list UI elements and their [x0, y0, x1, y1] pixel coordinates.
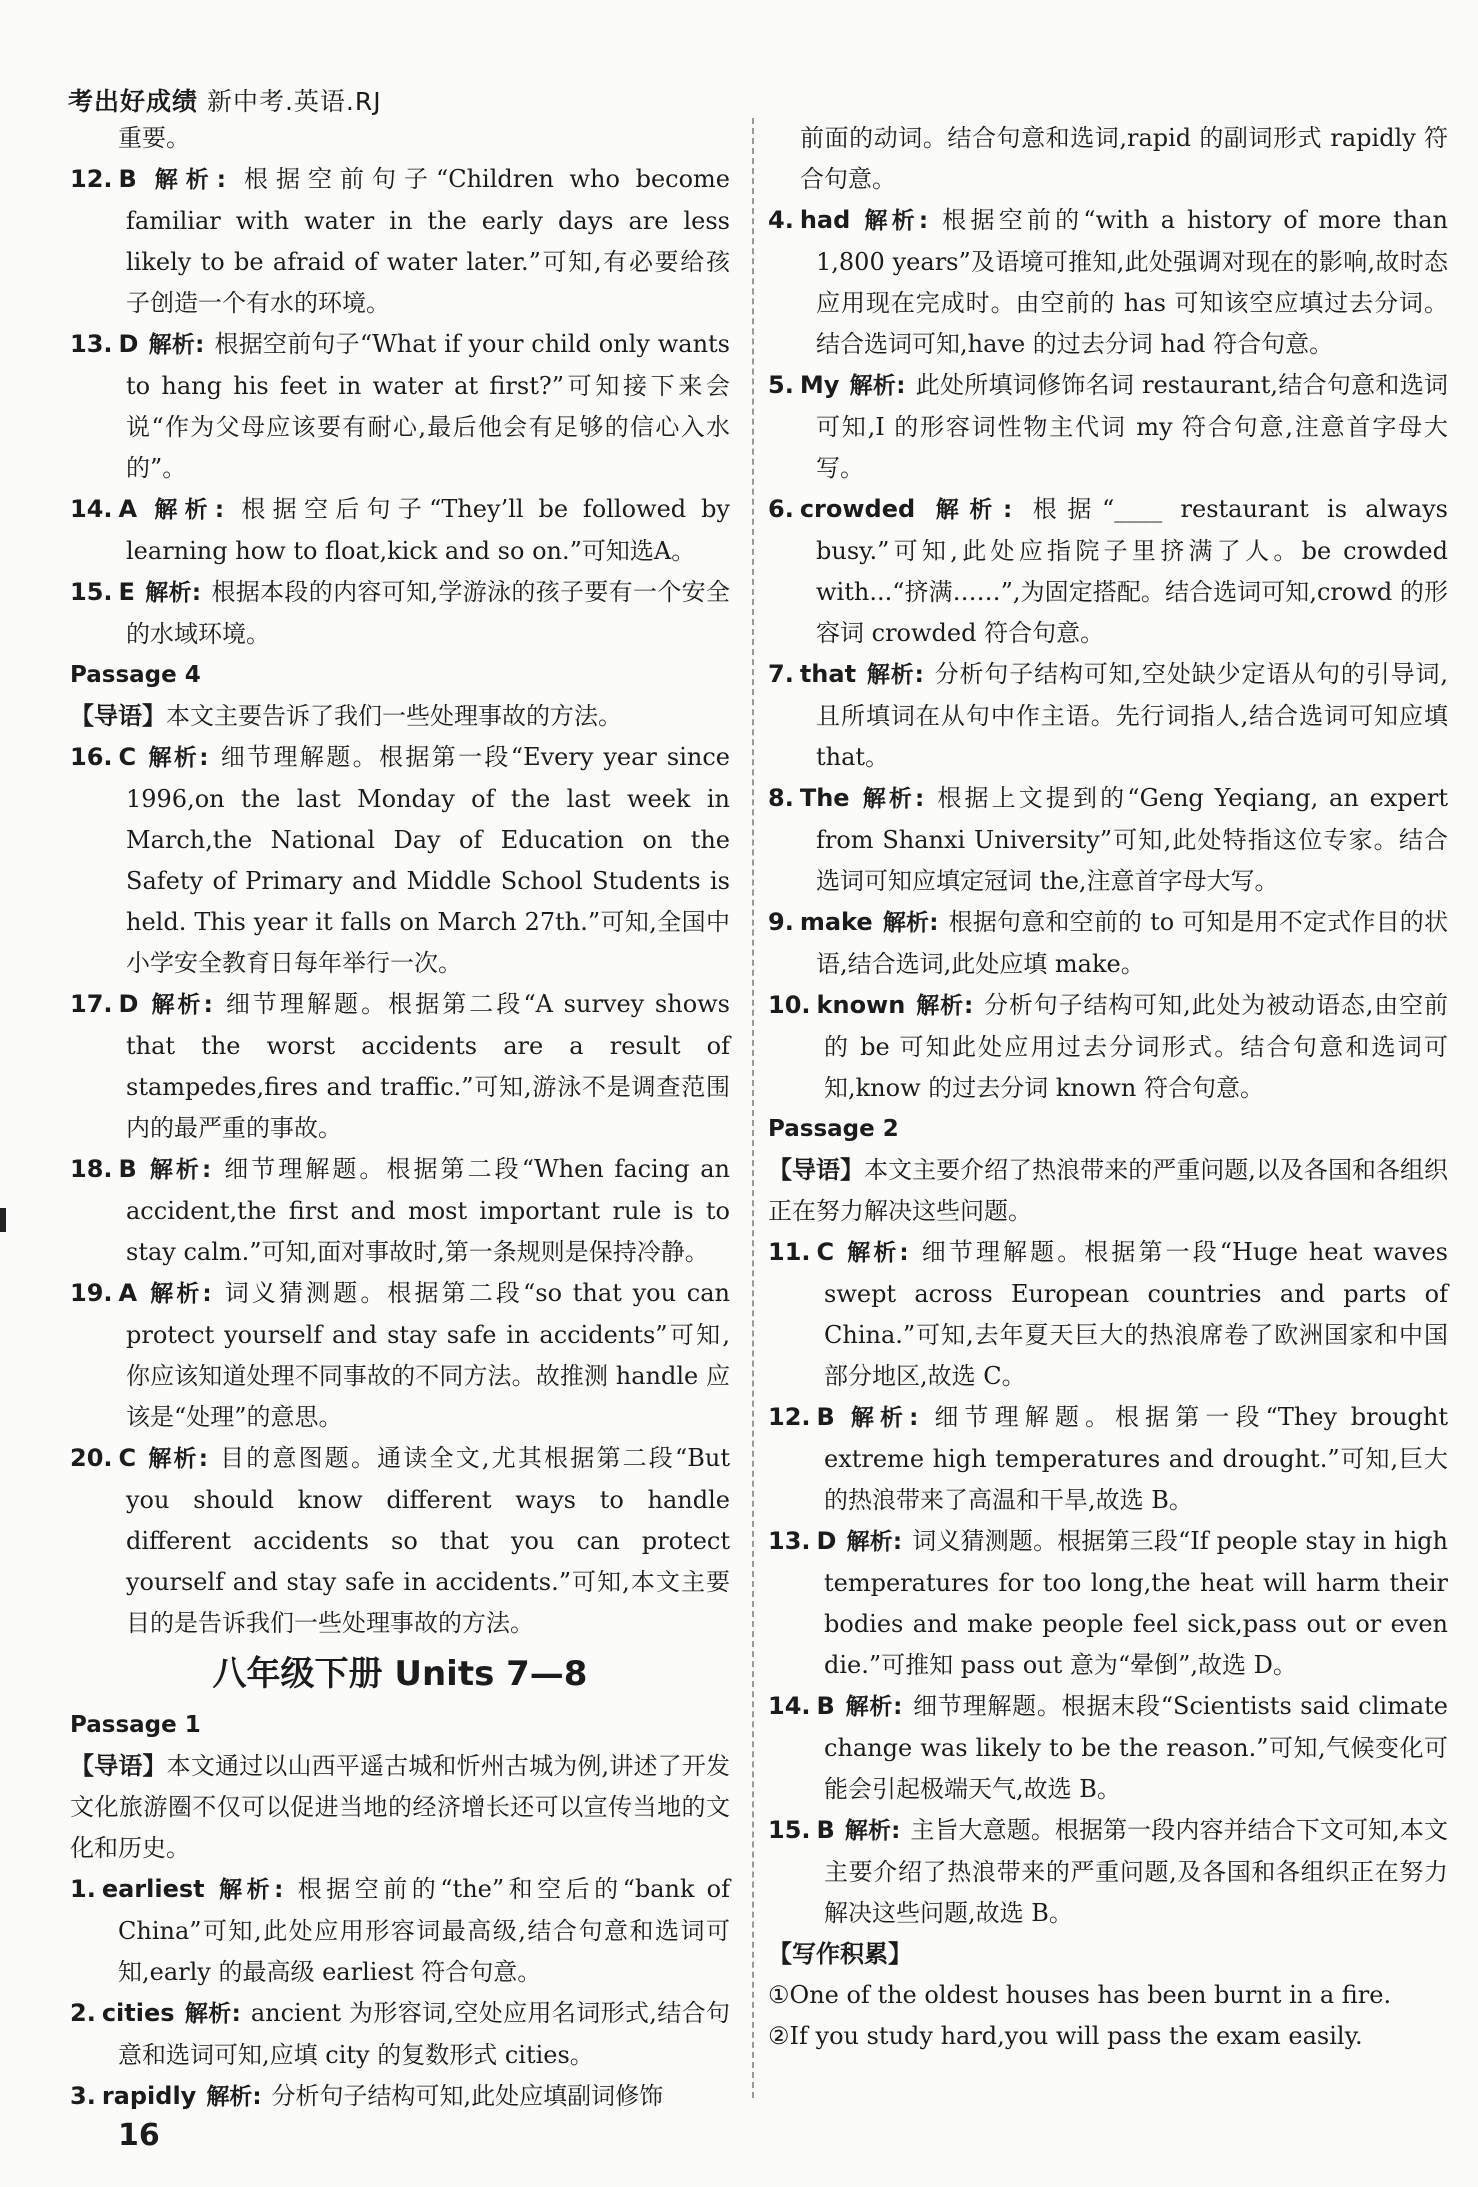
right-column	[768, 118, 1448, 2057]
guide-text: 本文通过以山西平遥古城和忻州古城为例,讲述了开发文化旅游圈不仅可以促进当地的经济增长还可以宣传当地的文化和历史。	[70, 1752, 730, 1862]
writing-label: 【写作积累】	[768, 1940, 912, 1968]
answer-item	[768, 489, 1448, 654]
answer-key: C	[816, 1238, 835, 1266]
answer-number: 11.	[768, 1238, 811, 1266]
answer-number: 10.	[768, 991, 811, 1019]
answers-p3	[70, 159, 730, 655]
analysis-text: ancient 为形容词,空处应用名词形式,结合句意和选词可知,应填 city 的复数形式 cities。	[118, 1999, 730, 2069]
answer-key: rapidly	[101, 2082, 197, 2110]
answer-number: 16.	[70, 743, 113, 771]
guide-text: 本文主要告诉了我们一些处理事故的方法。	[166, 702, 622, 730]
answer-number: 18.	[70, 1155, 113, 1183]
analysis-tag: 解析:	[915, 993, 974, 1019]
answer-number: 3.	[70, 2082, 96, 2110]
analysis-text: 根据句意和空前的 to 可知是用不定式作目的状语,结合选词,此处应填 make。	[816, 908, 1448, 978]
answer-item	[70, 984, 730, 1149]
answer-key: My	[799, 371, 840, 399]
page-header	[68, 82, 382, 118]
answer-number: 20.	[70, 1444, 113, 1472]
analysis-tag: 解析:	[148, 332, 205, 358]
analysis-tag: 解析:	[146, 167, 226, 193]
analysis-text: 根据空前的“the”和空后的“bank of China”可知,此处应用形容词最高级,结合句意和选词可知,early 的最高级 earliest 符合句意。	[118, 1875, 730, 1986]
answer-number: 7.	[768, 660, 794, 688]
answer-item	[768, 1521, 1448, 1686]
column-divider	[752, 118, 754, 2098]
analysis-text: 根据空前的“with a history of more than 1,800 years”及语境可推知,此处强调对现在的影响,故时态应用现在完成时。由空前的 has 可知该空应填过去分词。结合选词可知,have 的过去分词 had 符合句意。	[816, 206, 1449, 358]
analysis-text: 细节理解题。根据第一段“Every year since 1996,on the last Monday of the last week in March,the National Day of Education on the Safety of Primary and Middle School Students is held. This year it falls on March 27th.”可知,全国中小学安全教育日每年举行一次。	[126, 743, 730, 977]
answer-number: 12.	[768, 1403, 811, 1431]
section-title: 八年级下册 Units 7—8	[212, 1654, 588, 1694]
left-column	[70, 118, 730, 2118]
answer-number: 5.	[768, 371, 794, 399]
passage4-guide	[70, 696, 730, 737]
answer-item	[70, 1993, 730, 2076]
answer-item	[768, 902, 1448, 985]
analysis-tag: 解析:	[844, 1694, 903, 1720]
header-title: 考出好成绩	[68, 87, 199, 116]
answer-number: 6.	[768, 495, 794, 523]
analysis-tag: 解析:	[866, 662, 924, 688]
answer-number: 4.	[768, 206, 794, 234]
margin-mark	[0, 1208, 6, 1232]
answer-number: 9.	[768, 908, 794, 936]
answer-key: B	[816, 1816, 835, 1844]
analysis-text: 根据空前句子“Children who become familiar with water in the early days are less likely to be afraid of water later.”可知,有必要给孩子创造一个有水的环境。	[126, 165, 731, 317]
analysis-text: 根据上文提到的“Geng Yeqiang, an expert from Shanxi University”可知,此处特指这位专家。结合选词可知应填定冠词 the,注意首字母大写。	[816, 784, 1449, 895]
answer-item	[70, 159, 730, 324]
answer-number: 19.	[70, 1279, 113, 1307]
answer-key: earliest	[101, 1875, 205, 1903]
analysis-text: 细节理解题。根据第一段“They brought extreme high temperatures and drought.”可知,巨大的热浪带来了高温和干旱,故选 B。	[824, 1403, 1448, 1514]
analysis-tag: 解析:	[184, 2001, 241, 2027]
answer-number: 2.	[70, 1999, 96, 2027]
analysis-tag: 解析:	[144, 580, 202, 606]
analysis-text: 细节理解题。根据末段“Scientists said climate change was likely to be the reason.”可知,气候变化可能会引起极端天气,故选 B。	[824, 1692, 1448, 1803]
guide-label: 【导语】	[70, 1752, 167, 1780]
continued-text: 前面的动词。结合句意和选词,rapid 的副词形式 rapidly 符合句意。	[800, 124, 1448, 193]
answer-number: 15.	[768, 1816, 811, 1844]
answer-item	[768, 778, 1448, 902]
analysis-text: 分析句子结构可知,空处缺少定语从句的引导词,且所填词在从句中作主语。先行词指人,结合选词可知应填 that。	[816, 660, 1448, 771]
guide-label: 【导语】	[70, 702, 166, 730]
analysis-text: 细节理解题。根据第二段“When facing an accident,the first and most important rule is to stay calm.”可知,面对事故时,第一条规则是保持冷静。	[126, 1155, 730, 1266]
answer-item	[768, 365, 1448, 489]
analysis-text: 根据“____ restaurant is always busy.”可知,此处应指院子里挤满了人。be crowded with...“挤满……”,为固定搭配。结合选词可知,crowd 的形容词 crowded 符合句意。	[816, 495, 1448, 647]
answer-number: 13.	[768, 1527, 811, 1555]
answer-item	[70, 1438, 730, 1644]
answer-number: 17.	[70, 990, 113, 1018]
answer-number: 15.	[70, 578, 113, 606]
answer-item	[768, 1397, 1448, 1521]
analysis-tag: 解析:	[148, 992, 213, 1018]
answer-key: cities	[101, 1999, 175, 2027]
answer-key: C	[118, 743, 137, 771]
answer-key: A	[118, 1279, 138, 1307]
intro-text: 重要。	[118, 124, 190, 152]
analysis-tag: 解析:	[146, 1157, 212, 1183]
analysis-text: 根据空前句子“What if your child only wants to hang his feet in water at first?”可知接下来会说“作为父母应该要有耐心,最后他会有足够的信心入水的”。	[126, 330, 730, 482]
answer-key: D	[118, 990, 139, 1018]
analysis-tag: 解析:	[844, 1405, 919, 1431]
analysis-tag: 解析:	[214, 1877, 284, 1903]
analysis-tag: 解析:	[849, 373, 906, 399]
answer-number: 8.	[768, 784, 794, 812]
answer-number: 14.	[70, 495, 113, 523]
analysis-tag: 解析:	[859, 786, 925, 812]
answer-item	[70, 2076, 730, 2118]
analysis-tag: 解析:	[846, 1529, 903, 1555]
analysis-text: 词义猜测题。根据第二段“so that you can protect yourself and stay safe in accidents”可知,你应该知道处理不同事故的不同方法。故推测 handle 应该是“处理”的意思。	[126, 1279, 730, 1431]
answer-key: known	[816, 991, 906, 1019]
writing-list	[768, 1975, 1448, 2057]
answer-key: E	[118, 578, 135, 606]
analysis-text: 分析句子结构可知,此处应填副词修饰	[271, 2082, 664, 2110]
analysis-text: 根据本段的内容可知,学游泳的孩子要有一个安全的水域环境。	[126, 578, 730, 648]
analysis-text: 分析句子结构可知,此处为被动语态,由空前的 be 可知此处应用过去分词形式。结合句意和选词可知,know 的过去分词 known 符合句意。	[824, 991, 1448, 1102]
answer-key: A	[118, 495, 138, 523]
analysis-text: 主旨大意题。根据第一段内容并结合下文可知,本文主要介绍了热浪带来的严重问题,及各国和各组织正在努力解决这些问题,故选 B。	[824, 1816, 1448, 1927]
answers-p2	[768, 1232, 1448, 1934]
answer-key: C	[118, 1444, 137, 1472]
page-number: 16	[118, 2118, 160, 2153]
answer-item	[70, 572, 730, 655]
answer-item	[70, 324, 730, 489]
analysis-text: 细节理解题。根据第一段“Huge heat waves swept across European countries and parts of China.”可知,去年夏天巨大的热浪席卷了欧洲国家和中国部分地区,故选 C。	[824, 1238, 1449, 1390]
answers-p1	[70, 1869, 730, 2118]
answer-key: that	[799, 660, 857, 688]
passage2-guide	[768, 1150, 1448, 1232]
answer-item	[70, 1869, 730, 1993]
answer-item	[70, 1273, 730, 1438]
analysis-text: 根据空后句子“They’ll be followed by learning how to float,kick and so on.”可知选A。	[126, 495, 730, 565]
answer-key: crowded	[799, 495, 916, 523]
guide-text: 本文主要介绍了热浪带来的严重问题,以及各国和各组织正在努力解决这些问题。	[768, 1156, 1448, 1225]
answer-number: 13.	[70, 330, 113, 358]
answer-key: make	[799, 908, 873, 936]
answer-key: B	[816, 1403, 835, 1431]
analysis-tag: 解析:	[860, 208, 929, 234]
answers-p4	[70, 737, 730, 1644]
answer-key: D	[118, 330, 139, 358]
passage4-title: Passage 4	[70, 662, 201, 688]
writing-sentence: ①One of the oldest houses has been burnt in a fire.	[768, 1981, 1392, 2009]
answer-item	[768, 985, 1448, 1109]
analysis-text: 此处所填词修饰名词 restaurant,结合句意和选词可知,I 的形容词性物主代词 my 符合句意,注意首字母大写。	[816, 371, 1448, 482]
analysis-tag: 解析:	[147, 1281, 212, 1307]
answer-item	[70, 737, 730, 984]
passage2-title: Passage 2	[768, 1116, 899, 1142]
answer-number: 1.	[70, 1875, 96, 1903]
analysis-text: 词义猜测题。根据第三段“If people stay in high temperatures for too long,the heat will harm their bodies and make people feel sick,pass out or even die.”可推知 pass out 意为“晕倒”,故选 D。	[824, 1527, 1448, 1679]
answer-key: B	[816, 1692, 835, 1720]
answer-item	[768, 654, 1448, 778]
answer-item	[70, 1149, 730, 1273]
answer-key: D	[816, 1527, 837, 1555]
analysis-text: 细节理解题。根据第二段“A survey shows that the worst accidents are a result of stampedes,fires and traffic.”可知,游泳不是调查范围内的最严重的事故。	[126, 990, 730, 1142]
analysis-tag: 解析:	[844, 1818, 901, 1844]
answer-key: B	[118, 165, 137, 193]
analysis-tag: 解析:	[925, 497, 1013, 523]
answer-item	[768, 1810, 1448, 1934]
analysis-tag: 解析:	[146, 1446, 208, 1472]
answer-number: 12.	[70, 165, 113, 193]
analysis-text: 目的意图题。通读全文,尤其根据第二段“But you should know different ways to handle different accidents so that you can protect yourself and stay safe in accidents.”可知,本文主要目的是告诉我们一些处理事故的方法。	[126, 1444, 730, 1637]
answer-key: B	[118, 1155, 137, 1183]
answer-item	[768, 1232, 1448, 1397]
analysis-tag: 解析:	[146, 745, 209, 771]
writing-sentence: ②If you study hard,you will pass the exam easily.	[768, 2022, 1363, 2050]
answer-key: The	[799, 784, 850, 812]
passage1-guide	[70, 1746, 730, 1869]
passage1-title: Passage 1	[70, 1712, 201, 1738]
answer-number: 14.	[768, 1692, 811, 1720]
answers-p1b	[768, 200, 1448, 1109]
analysis-tag: 解析:	[206, 2084, 262, 2110]
analysis-tag: 解析:	[844, 1240, 909, 1266]
answer-item	[768, 1686, 1448, 1810]
analysis-tag: 解析:	[882, 910, 939, 936]
answer-key: had	[799, 206, 851, 234]
guide-label: 【导语】	[768, 1156, 865, 1184]
answer-item	[768, 200, 1448, 365]
header-subtitle: 新中考.英语.RJ	[198, 87, 382, 116]
analysis-tag: 解析:	[147, 497, 225, 523]
answer-item	[70, 489, 730, 572]
